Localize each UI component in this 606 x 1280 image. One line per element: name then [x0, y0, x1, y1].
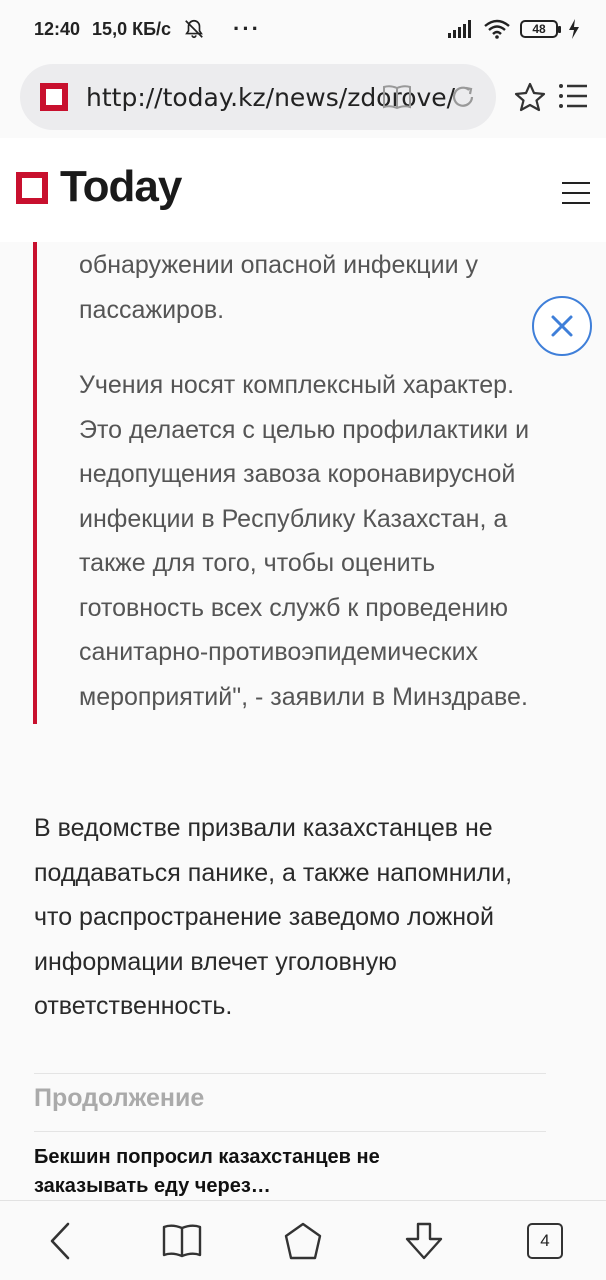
- status-right: [448, 19, 580, 39]
- site-logo[interactable]: Today: [60, 162, 182, 211]
- browser-toolbar: [0, 58, 606, 138]
- url-text[interactable]: http://today.kz/news/zdorove/: [86, 82, 456, 112]
- star-icon[interactable]: [514, 82, 546, 112]
- download-button[interactable]: [402, 1219, 446, 1263]
- bookmarks-button[interactable]: [160, 1219, 204, 1263]
- status-bar: [0, 0, 606, 58]
- back-button[interactable]: [38, 1219, 82, 1263]
- home-button[interactable]: [281, 1219, 325, 1263]
- reader-mode-icon[interactable]: [382, 84, 412, 110]
- site-header: [0, 138, 606, 242]
- bookmarks-icon: [162, 1223, 202, 1259]
- close-button[interactable]: [532, 296, 592, 356]
- close-icon: [549, 313, 575, 339]
- blockquote-bar: [33, 242, 37, 724]
- battery-level: 48: [532, 22, 546, 36]
- continue-heading: Продолжение: [34, 1084, 205, 1112]
- site-favicon: [40, 83, 68, 111]
- reload-icon[interactable]: [450, 84, 476, 110]
- bell-off-icon: [183, 18, 205, 40]
- more-indicator: ···: [233, 16, 262, 41]
- tabs-icon: [527, 1223, 563, 1259]
- back-icon: [48, 1222, 72, 1260]
- home-icon: [283, 1221, 323, 1261]
- tabs-button[interactable]: [523, 1219, 567, 1263]
- menu-icon[interactable]: [558, 82, 588, 110]
- hamburger-menu-icon[interactable]: [562, 182, 590, 212]
- quote-paragraph: Учения носят комплексный характер. Это делается с целью профилактики и недопущения завоза коронавирусной инфекции в Республику Казахстан, а также для того, чтобы оценить готовность всех служб к проведению санитарно-противоэпидемических мероприятий", - заявили в Минздраве.: [79, 371, 530, 711]
- charging-icon: [568, 19, 580, 39]
- download-icon: [403, 1221, 445, 1261]
- network-speed: 15,0 КБ/с: [92, 18, 172, 39]
- divider: [34, 1131, 546, 1132]
- bottom-navigation: [0, 1200, 606, 1280]
- tabs-count: 4: [540, 1231, 550, 1250]
- divider: [34, 1073, 546, 1074]
- article-paragraph: В ведомстве призвали казахстанцев не поддаваться панике, а также напомнили, что распространение заведомо ложной информации влечет уголовную ответственность.: [34, 814, 513, 1020]
- battery-icon: [520, 20, 558, 38]
- related-article-link[interactable]: Бекшин попросил казахстанцев не заказывать еду через…: [34, 1146, 380, 1197]
- signal-icon: [448, 20, 474, 38]
- status-time: 12:40: [34, 18, 81, 39]
- wifi-icon: [484, 19, 510, 39]
- quote-paragraph: обнаружении опасной инфекции у пассажиров.: [79, 251, 478, 324]
- address-bar[interactable]: [20, 64, 496, 130]
- status-left: [34, 16, 261, 42]
- logo-mark[interactable]: [16, 172, 48, 204]
